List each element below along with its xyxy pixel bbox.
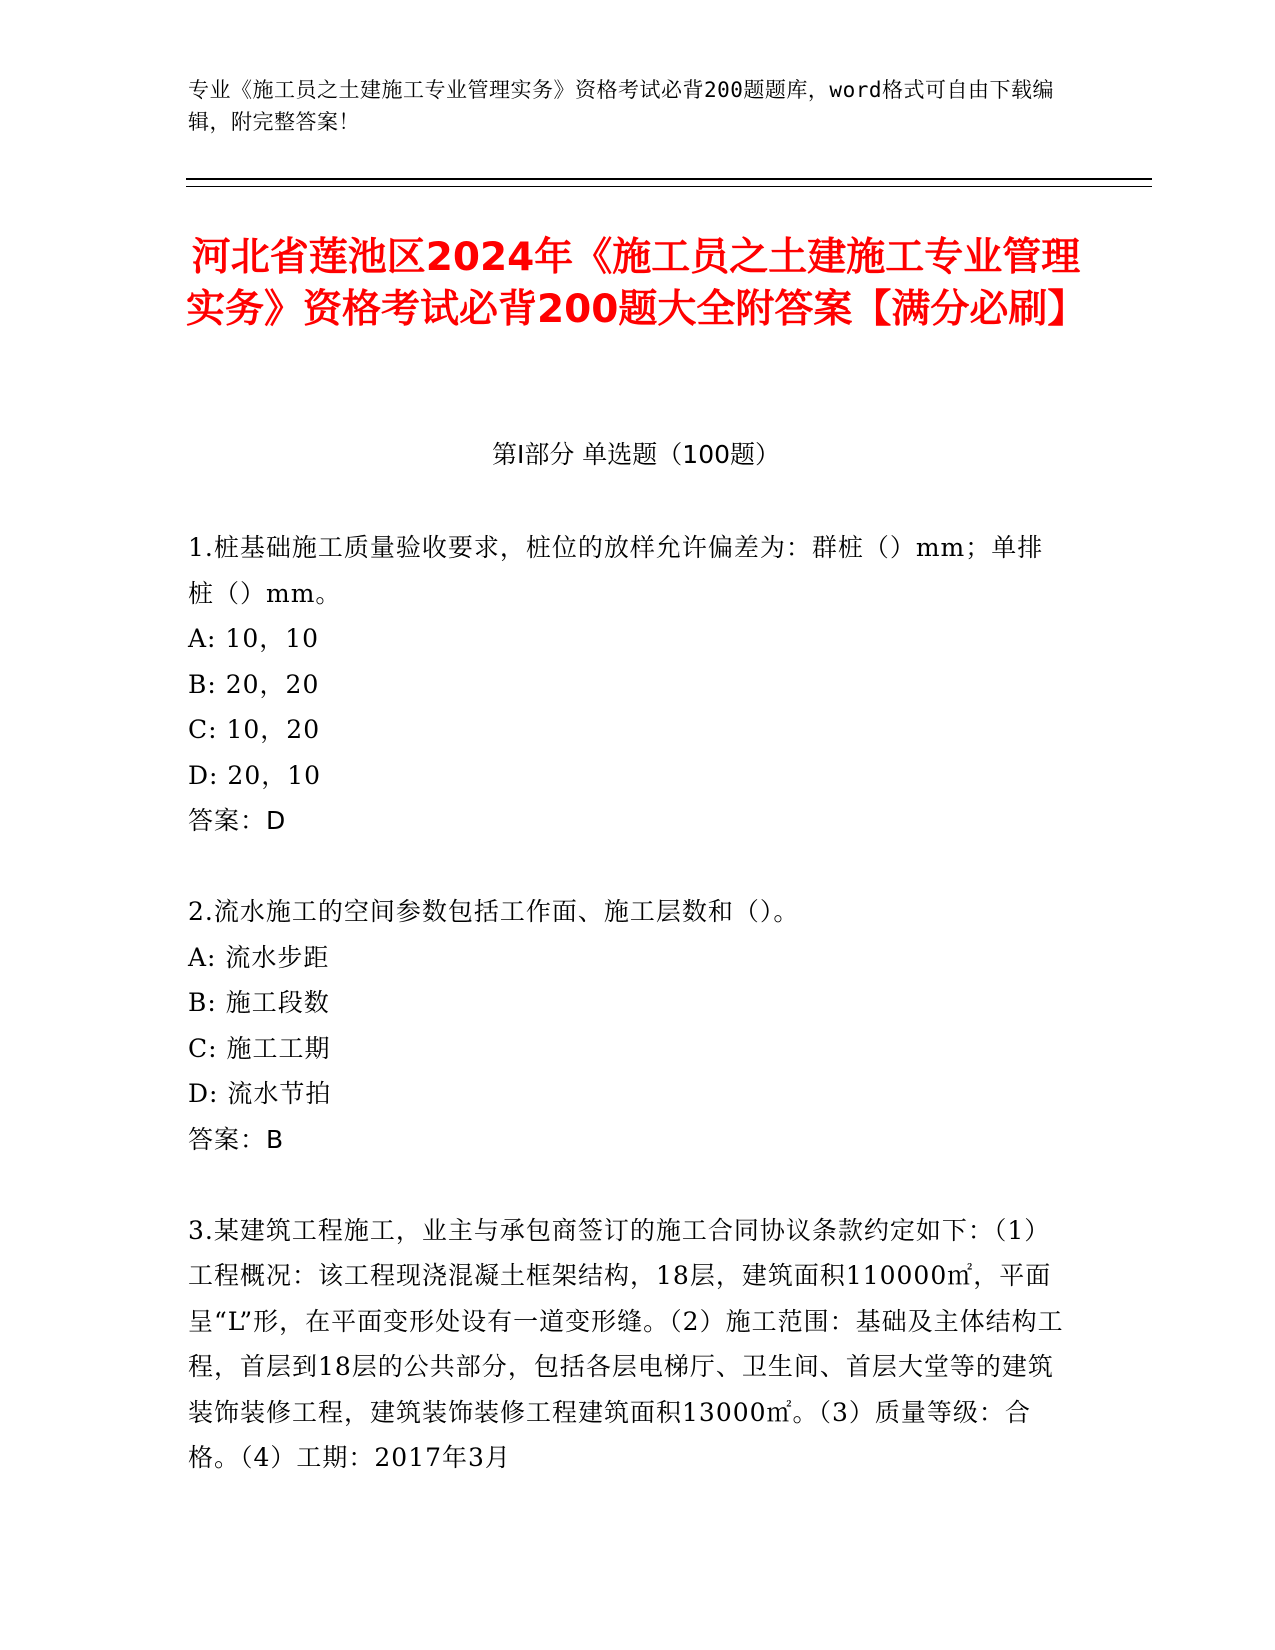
- question-stem: 2.流水施工的空间参数包括工作面、施工层数和（）。: [188, 897, 800, 926]
- option-b: B: 施工段数: [188, 988, 330, 1017]
- question-3: [188, 1208, 1068, 1481]
- option-a: A: 10，10: [188, 624, 320, 653]
- question-stem: 3.某建筑工程施工，业主与承包商签订的施工合同协议条款约定如下：（1）工程概况：该工程现浇混凝土框架结构，18层，建筑面积110000㎡，平面呈“L”形，在平面变形处设有一道变形缝。（2）施工范围：基础及主体结构工程，首层到18层的公共部分，包括各层电梯厅、卫生间、首层大堂等的建筑装饰装修工程，建筑装饰装修工程建筑面积13000㎡。（3）质量等级：合格。（4）工期：2017年3月: [188, 1215, 1064, 1472]
- option-d: D: 流水节拍: [188, 1079, 332, 1108]
- answer: 答案：D: [188, 806, 287, 835]
- header-rule-thick: [186, 178, 1152, 180]
- answer: 答案：B: [188, 1124, 285, 1154]
- header-note: 专业《施工员之土建施工专业管理实务》资格考试必背200题题库，word格式可自由下载编辑，附完整答案！: [188, 78, 1054, 134]
- option-b: B: 20，20: [188, 669, 320, 699]
- question-1: [188, 525, 1068, 844]
- option-a: A: 流水步距: [188, 942, 330, 972]
- header-rule-thin: [186, 186, 1152, 187]
- option-d: D: 20，10: [188, 760, 322, 790]
- section-title: 第Ⅰ部分 单选题（100题）: [491, 440, 781, 469]
- question-spacer: [188, 1162, 1068, 1208]
- question-stem: 1.桩基础施工质量验收要求，桩位的放样允许偏差为：群桩（）mm；单排桩（）mm。: [188, 533, 1044, 608]
- question-list: [188, 525, 1068, 1481]
- document-title: 河北省莲池区2024年《施工员之土建施工专业管理实务》资格考试必背200题大全附答案【满分必刷】: [186, 235, 1087, 332]
- question-2: [188, 889, 1068, 1162]
- option-c: C: 10，20: [188, 715, 321, 744]
- question-spacer: [188, 844, 1068, 890]
- option-c: C: 施工工期: [188, 1033, 331, 1063]
